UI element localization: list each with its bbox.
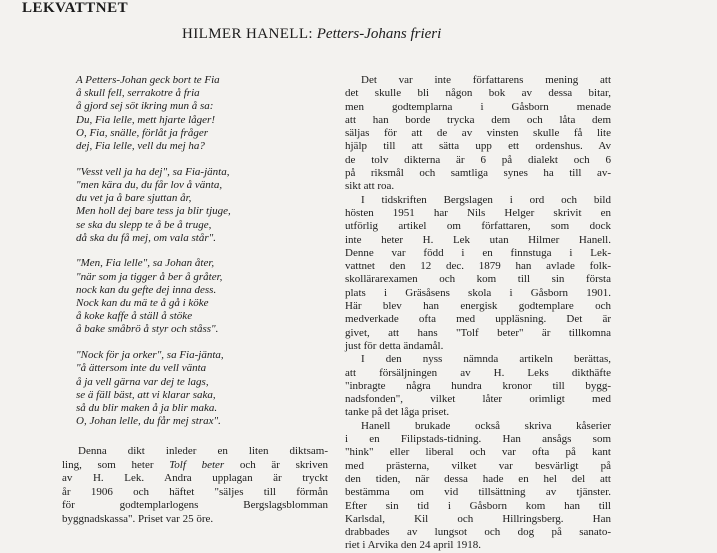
poem-stanza (76, 349, 328, 428)
page-header: LEKVATTNET (22, 0, 129, 16)
poem-line: O, Fia, snälle, förlåt ja fråger (76, 126, 208, 139)
poem-line: "men kära du, du får lov å vänta, (76, 178, 223, 191)
text-line: ling, som heter Tolf beter och är skriven (62, 458, 328, 471)
poem-line: Men holl dej bare tess ja blir tjuge, (76, 205, 231, 218)
title-work: Petters-Johans frieri (316, 26, 442, 42)
text-line: det skulle bli någon bok av dessa bitar, (345, 87, 611, 100)
text-line: de tolv dikterna är 6 på dialekt och 6 (345, 153, 611, 166)
text-line: med prästerna, vilket var besvärligt på (345, 459, 611, 472)
text-line: byggnadskassa". Priset var 25 öre. (62, 512, 214, 525)
poem-line: A Petters-Johan geck bort te Fia (76, 74, 220, 86)
commentary-paragraph (345, 74, 611, 194)
poem-line: å gjord sej söt ikring mun å sa: (76, 100, 214, 113)
title-author: HILMER HANELL: (182, 26, 313, 42)
commentary-column (345, 74, 611, 553)
poem-line: O, Johan lelle, du får mej strax". (76, 415, 221, 428)
text-line: av H. Lek. Andra upplagan är tryckt (62, 472, 328, 484)
poem-line: "Vesst vell ja ha dej", sa Fia-jänta, (76, 165, 230, 178)
text-line: Efter sin tid i Gåsborn kom han till (345, 499, 611, 512)
text-line: att försäljningen av H. Leks dikthäfte (345, 366, 611, 379)
text-line: att han borde trycka dem och låta dem (345, 113, 611, 126)
text-line: Här blev han energisk godtemplare och (345, 300, 611, 313)
article-title (182, 26, 441, 43)
text-line: plats i Gräsåsens skola i Gåsborn 1901. (345, 286, 611, 299)
poem-line: å skull fell, serrakotre å fria (76, 87, 200, 100)
text-line: givet, att hans "Tolf beter" är tillkomna (345, 326, 611, 339)
text-line: skollärarexamen och kom till sin första (345, 273, 611, 286)
poem-line: så du blir maken å ja blir maka. (76, 401, 218, 414)
text-line: riet i Arvika den 24 april 1918. (345, 539, 481, 552)
text-line: år 1906 och häftet "säljes till förmån (62, 485, 328, 498)
poem-line: å koke kaffe å ställ å stöke (76, 310, 193, 323)
poem-stanza (76, 166, 328, 245)
poem-line: se ä fäll bäst, att vi klarar saka, (76, 388, 216, 401)
text-line: inte heter H. Lek utan Hilmer Hanell. (345, 233, 611, 246)
poem-line: Nock kan du mä te å gå i köke (76, 297, 209, 310)
text-line: Denna dikt inleder en liten diktsam- (78, 445, 328, 457)
text-line: på riksmål och samtliga synes ha till av- (345, 167, 611, 180)
poem-stanza (76, 74, 328, 153)
text-line: vattnet den 12 dec. 1879 han avlade folk- (345, 260, 611, 273)
poem-line: nock kan du gefte dej inna dess. (76, 283, 217, 296)
intro-paragraph (62, 445, 328, 526)
intro-text (62, 445, 328, 526)
text-line: i en Filipstads-tidning. Han ansågs som (345, 433, 611, 446)
commentary-paragraph (345, 420, 611, 553)
poem-line: du vet ja å bare sjuttan år, (76, 192, 192, 205)
poem (62, 74, 328, 441)
text-line: hjälp till att sätta upp ett ordenshus. Av (345, 140, 611, 153)
poem-line: "å ättersom inte du vell vänta (76, 362, 207, 375)
text-line: "hink" eller liberal och var ofta på kant (345, 446, 611, 459)
text-line: säljas för att de av vinsten skulle få lite (345, 127, 611, 140)
poem-line: dej, Fia lelle, vell du mej ha? (76, 140, 205, 153)
text-line: den tiden, när dessa hade en hel del att (345, 472, 611, 485)
poem-line: Du, Fia lelle, mett hjarte låger! (76, 113, 215, 126)
text-line: just för detta ändamål. (345, 339, 444, 352)
text-line: sikt att roa. (345, 180, 395, 193)
poem-line: "när som ja tigger å ber å gråter, (76, 270, 223, 283)
poem-line: å bake småbrö å styr och ståss". (76, 323, 219, 336)
text-line: Denne var född i en finnstuga i Lek- (345, 246, 611, 259)
poem-line: se ska du slepp te å be å truge, (76, 218, 212, 231)
text-line: Det var inte författarens mening att (361, 74, 611, 86)
text-line: nadsfonden", vilket låter orimligt med (345, 393, 611, 406)
poem-line: då ska du få mej, om vala står". (76, 231, 216, 244)
text-line: "inbragte några hundra kronor till bygg- (345, 379, 611, 392)
text-line: hösten 1951 har Nils Helger skrivit en (345, 206, 611, 219)
text-line: Karlsdal, Kil och Hillringsberg. Han (345, 512, 611, 525)
text-line: tanke på det låga priset. (345, 406, 450, 419)
text-line: Hanell brukade också skriva kåserier (361, 419, 611, 432)
text-line: drabbades av lungsot och dog på sanato- (345, 526, 611, 539)
poem-stanza (76, 257, 328, 336)
poem-line: å ja vell gärna var dej te lags, (76, 375, 209, 388)
text-line: men godtemplarna i Gåsborn menade (345, 100, 611, 113)
commentary-paragraph (345, 353, 611, 419)
text-line: medverkade ofta med uppläsning. Det är (345, 313, 611, 326)
text-line: I tidskriften Bergslagen i ord och bild (361, 193, 611, 206)
poem-line: "Nock för ja orker", sa Fia-jänta, (76, 349, 224, 362)
commentary-paragraph (345, 194, 611, 354)
text-line: bestämma om vid tillsättning av tjänster. (345, 486, 611, 499)
text-line: för godtemplarlogens Bergslagsblomman (62, 499, 328, 511)
text-line: utförlig artikel om författaren, som dock (345, 220, 611, 233)
text-line: I den nyss nämnda artikeln berättas, (361, 353, 611, 366)
poem-line: "Men, Fia lelle", sa Johan åter, (76, 257, 215, 270)
